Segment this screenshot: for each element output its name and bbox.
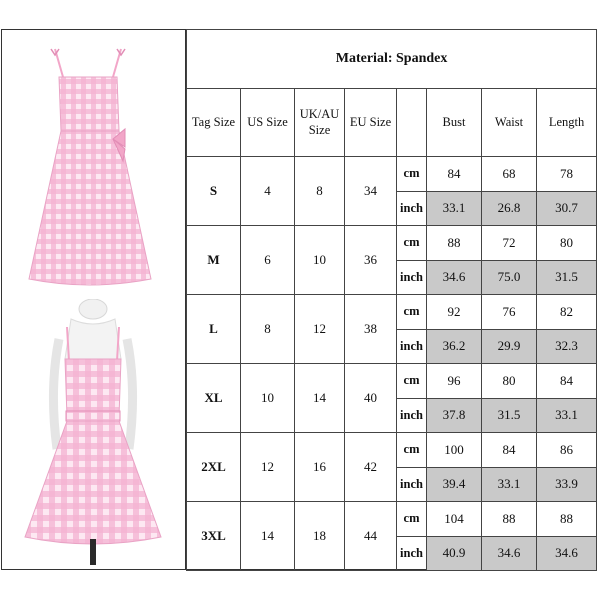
waist-cm-cell: 68 bbox=[482, 157, 537, 192]
tag-size-cell: L bbox=[187, 295, 241, 364]
length-cm-cell: 80 bbox=[537, 226, 597, 261]
waist-inch-cell: 29.9 bbox=[482, 329, 537, 364]
waist-inch-cell: 33.1 bbox=[482, 467, 537, 502]
bust-cm-cell: 96 bbox=[427, 364, 482, 399]
waist-cm-cell: 84 bbox=[482, 433, 537, 468]
length-cm-cell: 78 bbox=[537, 157, 597, 192]
length-cm-cell: 86 bbox=[537, 433, 597, 468]
bust-cm-cell: 84 bbox=[427, 157, 482, 192]
length-inch-cell: 30.7 bbox=[537, 191, 597, 226]
length-inch-cell: 33.1 bbox=[537, 398, 597, 433]
eu-size-cell: 36 bbox=[345, 226, 397, 295]
table-row bbox=[187, 157, 597, 192]
unit-cm-cell: cm bbox=[397, 226, 427, 261]
bust-inch-cell: 40.9 bbox=[427, 536, 482, 571]
header-waist: Waist bbox=[482, 89, 537, 157]
bust-cm-cell: 88 bbox=[427, 226, 482, 261]
size-chart-table bbox=[186, 29, 597, 571]
waist-cm-cell: 88 bbox=[482, 502, 537, 537]
waist-cm-cell: 72 bbox=[482, 226, 537, 261]
eu-size-cell: 44 bbox=[345, 502, 397, 571]
bust-inch-cell: 37.8 bbox=[427, 398, 482, 433]
unit-inch-cell: inch bbox=[397, 398, 427, 433]
us-size-cell: 4 bbox=[241, 157, 295, 226]
bust-inch-cell: 34.6 bbox=[427, 260, 482, 295]
uk-au-size-cell: 18 bbox=[295, 502, 345, 571]
us-size-cell: 14 bbox=[241, 502, 295, 571]
waist-cm-cell: 80 bbox=[482, 364, 537, 399]
table-row bbox=[187, 226, 597, 261]
header-length: Length bbox=[537, 89, 597, 157]
unit-inch-cell: inch bbox=[397, 329, 427, 364]
eu-size-cell: 34 bbox=[345, 157, 397, 226]
eu-size-cell: 40 bbox=[345, 364, 397, 433]
length-cm-cell: 88 bbox=[537, 502, 597, 537]
unit-inch-cell: inch bbox=[397, 191, 427, 226]
unit-cm-cell: cm bbox=[397, 157, 427, 192]
size-rows bbox=[187, 157, 597, 571]
tag-size-cell: XL bbox=[187, 364, 241, 433]
uk-au-size-cell: 8 bbox=[295, 157, 345, 226]
unit-cm-cell: cm bbox=[397, 502, 427, 537]
tag-size-cell: M bbox=[187, 226, 241, 295]
waist-inch-cell: 34.6 bbox=[482, 536, 537, 571]
uk-au-size-cell: 14 bbox=[295, 364, 345, 433]
waist-inch-cell: 26.8 bbox=[482, 191, 537, 226]
bust-cm-cell: 92 bbox=[427, 295, 482, 330]
length-cm-cell: 82 bbox=[537, 295, 597, 330]
header-uk-au-size: UK/AU Size bbox=[295, 89, 345, 157]
unit-cm-cell: cm bbox=[397, 364, 427, 399]
table-row bbox=[187, 295, 597, 330]
dress-mannequin-photo bbox=[1, 299, 184, 569]
dress-flat-photo bbox=[1, 29, 184, 299]
us-size-cell: 8 bbox=[241, 295, 295, 364]
waist-inch-cell: 31.5 bbox=[482, 398, 537, 433]
length-inch-cell: 32.3 bbox=[537, 329, 597, 364]
material-title: Material: Spandex bbox=[187, 30, 597, 89]
eu-size-cell: 38 bbox=[345, 295, 397, 364]
unit-inch-cell: inch bbox=[397, 536, 427, 571]
header-eu-size: EU Size bbox=[345, 89, 397, 157]
unit-cm-cell: cm bbox=[397, 295, 427, 330]
unit-cm-cell: cm bbox=[397, 433, 427, 468]
us-size-cell: 12 bbox=[241, 433, 295, 502]
us-size-cell: 10 bbox=[241, 364, 295, 433]
header-tag-size: Tag Size bbox=[187, 89, 241, 157]
unit-inch-cell: inch bbox=[397, 260, 427, 295]
dress-flat-illustration bbox=[1, 29, 184, 299]
header-us-size: US Size bbox=[241, 89, 295, 157]
header-unit bbox=[397, 89, 427, 157]
uk-au-size-cell: 16 bbox=[295, 433, 345, 502]
table-row bbox=[187, 502, 597, 537]
bust-inch-cell: 39.4 bbox=[427, 467, 482, 502]
bust-inch-cell: 36.2 bbox=[427, 329, 482, 364]
dress-mannequin-illustration bbox=[1, 299, 184, 569]
us-size-cell: 6 bbox=[241, 226, 295, 295]
table-row bbox=[187, 433, 597, 468]
bust-cm-cell: 100 bbox=[427, 433, 482, 468]
uk-au-size-cell: 12 bbox=[295, 295, 345, 364]
tag-size-cell: 3XL bbox=[187, 502, 241, 571]
waist-cm-cell: 76 bbox=[482, 295, 537, 330]
header-bust: Bust bbox=[427, 89, 482, 157]
length-inch-cell: 34.6 bbox=[537, 536, 597, 571]
unit-inch-cell: inch bbox=[397, 467, 427, 502]
length-inch-cell: 31.5 bbox=[537, 260, 597, 295]
tag-size-cell: S bbox=[187, 157, 241, 226]
bust-cm-cell: 104 bbox=[427, 502, 482, 537]
length-cm-cell: 84 bbox=[537, 364, 597, 399]
length-inch-cell: 33.9 bbox=[537, 467, 597, 502]
uk-au-size-cell: 10 bbox=[295, 226, 345, 295]
tag-size-cell: 2XL bbox=[187, 433, 241, 502]
bust-inch-cell: 33.1 bbox=[427, 191, 482, 226]
waist-inch-cell: 75.0 bbox=[482, 260, 537, 295]
product-photos-panel bbox=[1, 29, 186, 570]
table-row bbox=[187, 364, 597, 399]
eu-size-cell: 42 bbox=[345, 433, 397, 502]
